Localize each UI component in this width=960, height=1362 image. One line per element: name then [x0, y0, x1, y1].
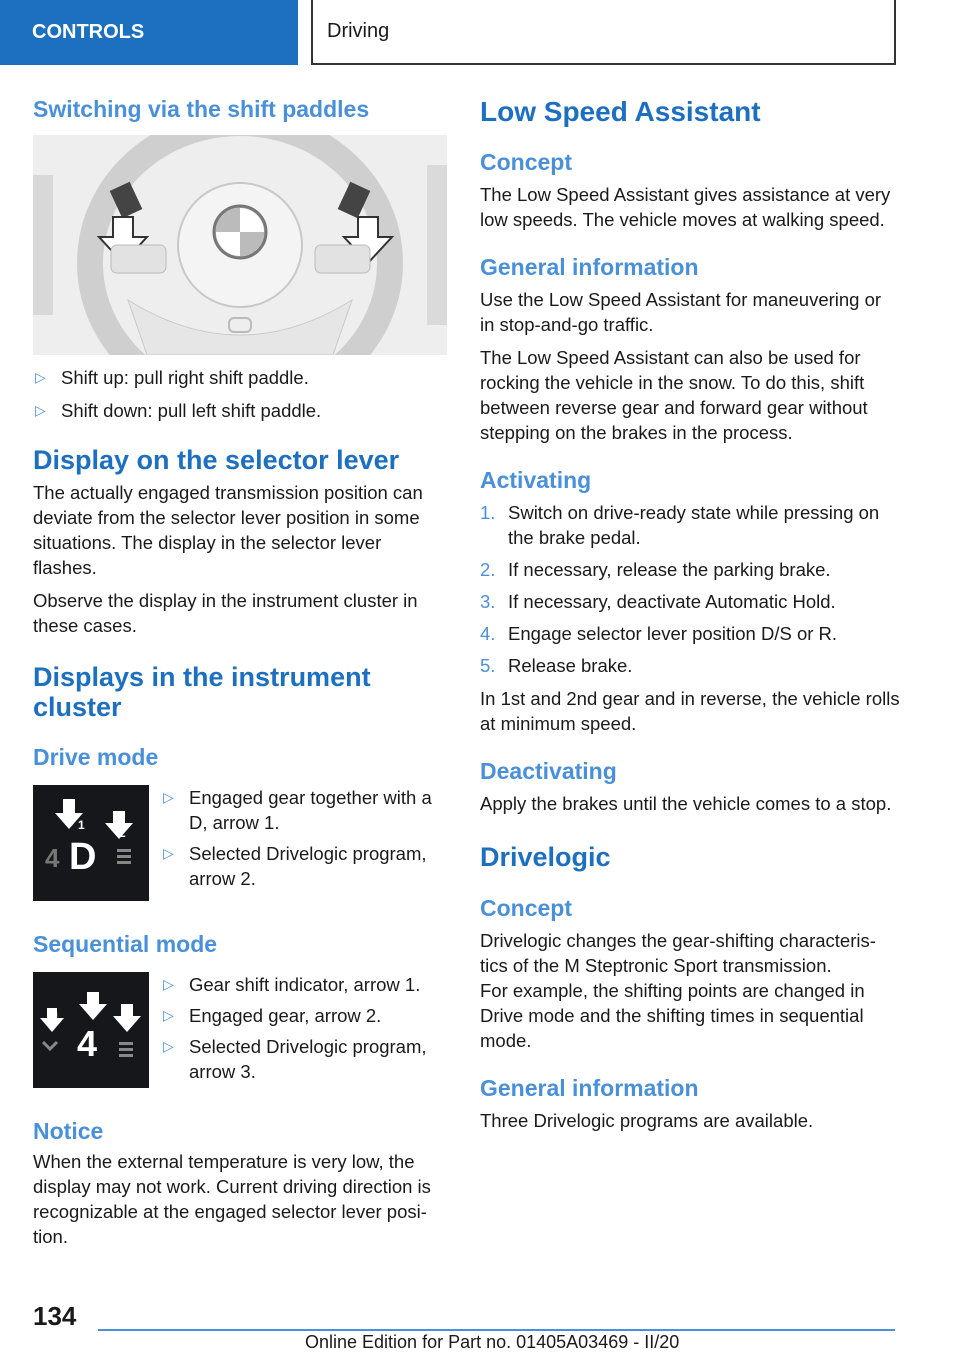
list-item: ▷ Engaged gear together with a D, arrow 1. — [163, 787, 432, 833]
triangle-bullet-icon: ▷ — [163, 1007, 174, 1023]
heading-drivelogic: Drivelogic — [480, 842, 611, 872]
heading-general-information: General information — [480, 254, 699, 280]
paragraph: In 1st and 2nd gear and in reverse, the vehicle rolls at minimum speed. — [480, 688, 900, 734]
heading-low-speed-assistant: Low Speed Assistant — [480, 96, 761, 127]
steering-wheel-illustration — [33, 135, 447, 355]
paragraph: The Low Speed Assistant can also be used for rocking the vehicle in the snow. To do this, shift between reverse gear and forward gear without stepping on the brakes in the process. — [480, 347, 868, 443]
footer-divider — [98, 1329, 895, 1331]
list-item: ▷ Shift up: pull right shift paddle. — [35, 367, 309, 388]
svg-text:4: 4 — [77, 1023, 98, 1064]
paragraph: Use the Low Speed Assistant for maneuvering or in stop-and-go traffic. — [480, 289, 882, 335]
heading-shift-paddles: Switching via the shift paddles — [33, 96, 370, 122]
heading-notice: Notice — [33, 1118, 104, 1144]
list-item: 4. Engage selector lever position D/S or R. — [480, 623, 838, 644]
triangle-bullet-icon: ▷ — [163, 845, 174, 861]
heading-cluster-displays: Displays in the instrument cluster — [33, 662, 371, 722]
list-item: 1. Switch on drive-ready state while pressing on the brake pedal. — [480, 502, 880, 548]
left-column — [33, 96, 447, 1249]
triangle-bullet-icon: ▷ — [163, 1038, 174, 1054]
paddle-list — [33, 365, 447, 423]
drive-mode-display-icon — [33, 785, 149, 901]
heading-concept: Concept — [480, 895, 572, 921]
list-item: 5. Release brake. — [480, 655, 633, 676]
svg-text:D: D — [69, 836, 97, 878]
paragraph: The actually engaged transmission position can deviate from the selector lever position in some situations. The display in the selector lever flashes. — [33, 482, 423, 578]
list-item: 2. If necessary, release the parking brake. — [480, 559, 831, 580]
list-item: ▷ Shift down: pull left shift paddle. — [35, 400, 322, 421]
svg-text:1: 1 — [78, 818, 85, 832]
heading-deactivating: Deactivating — [480, 758, 617, 784]
edition-note: Online Edition for Part no. 01405A03469 - II/20 — [305, 1332, 680, 1352]
svg-text:2: 2 — [119, 826, 126, 840]
svg-text:1: 1 — [53, 1011, 60, 1023]
chapter-tab — [311, 0, 896, 65]
heading-general-information: General information — [480, 1075, 699, 1101]
svg-text:4: 4 — [45, 843, 60, 873]
paragraph: When the external temperature is very low, the display may not work. Current driving direction is recognizable at the engaged selector lever posi-tion. — [33, 1151, 431, 1247]
sequential-mode-display-icon — [33, 972, 149, 1088]
chapter-label: Driving — [327, 20, 390, 42]
triangle-bullet-icon: ▷ — [35, 369, 46, 385]
heading-sequential-mode: Sequential mode — [33, 931, 218, 957]
triangle-bullet-icon: ▷ — [163, 976, 174, 992]
sequential-mode-row — [33, 972, 447, 1088]
list-item: 3. If necessary, deactivate Automatic Hold. — [480, 591, 836, 612]
paragraph: Drivelogic changes the gear-shifting characteris-tics of the M Steptronic Sport transmission. — [480, 930, 876, 976]
triangle-bullet-icon: ▷ — [35, 402, 46, 418]
list-item: ▷ Selected Drivelogic program, arrow 3. — [163, 1036, 427, 1082]
section-label: CONTROLS — [32, 21, 145, 43]
right-column — [480, 96, 900, 1133]
list-item: ▷ Engaged gear, arrow 2. — [163, 1005, 382, 1026]
heading-activating: Activating — [480, 467, 592, 493]
drive-mode-list — [161, 785, 447, 901]
paragraph: Observe the display in the instrument cluster in these cases. — [33, 590, 418, 636]
heading-concept: Concept — [480, 149, 572, 175]
paragraph: Apply the brakes until the vehicle comes to a stop. — [480, 793, 892, 814]
heading-selector-display: Display on the selector lever — [33, 445, 400, 475]
triangle-bullet-icon: ▷ — [163, 789, 174, 805]
paragraph: Three Drivelogic programs are available. — [480, 1110, 814, 1131]
section-tab — [0, 0, 298, 65]
svg-text:3: 3 — [123, 1009, 130, 1021]
list-item: ▷ Gear shift indicator, arrow 1. — [163, 974, 421, 995]
paragraph: For example, the shifting points are changed in Drive mode and the shifting times in sequential mode. — [480, 980, 865, 1051]
paragraph: The Low Speed Assistant gives assistance at very low speeds. The vehicle moves at walking speed. — [480, 184, 891, 230]
sequential-mode-list — [161, 972, 447, 1088]
list-item: ▷ Selected Drivelogic program, arrow 2. — [163, 843, 427, 889]
svg-text:2: 2 — [89, 997, 96, 1009]
activating-steps — [480, 500, 900, 678]
drive-mode-row — [33, 785, 447, 901]
heading-drive-mode: Drive mode — [33, 744, 159, 770]
page-number: 134 — [33, 1301, 77, 1331]
